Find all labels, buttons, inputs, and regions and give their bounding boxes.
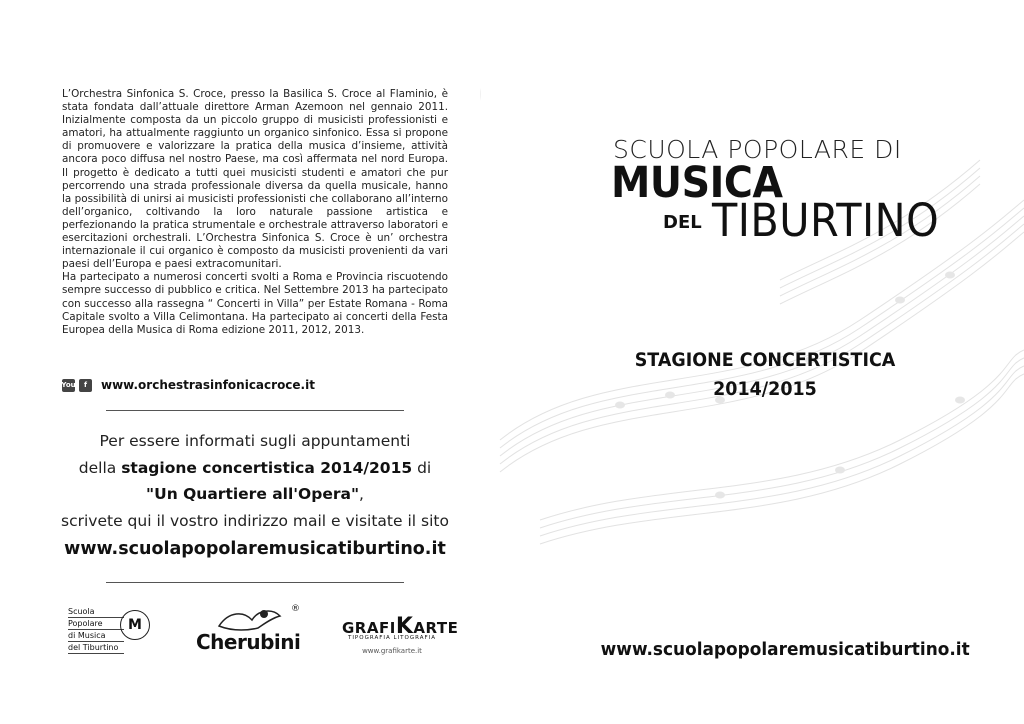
orchestra-description — [62, 88, 448, 337]
divider — [106, 582, 404, 583]
info-line-3: "Un Quartiere all'Opera", — [146, 485, 364, 503]
grafikarte-website[interactable]: www.grafikarte.it — [362, 647, 422, 655]
bio-paragraph: L’Orchestra Sinfonica S. Croce, presso la Basilica S. Croce al Flaminio, è stata fondata dall’attuale direttore Arman Azemoon nel gennaio 2011. Inizialmente composta da un piccolo gruppo di musicisti professionisti e amatori, ha attualmente raggiunto un organico sinfonico. Essa si propone di promuovere e valorizzare la pratica della musica d’insieme, attività ancora poco diffusa nel nostro Paese, ma così affermata nel nord Europa. Il progetto è dedicato a tutti quei musicisti studenti e amatori che pur percorrendo una strada professionale diversa da quella musicale, hanno la possibilità di unirsi ai musicisti professionisti che collaborano all’interno dell’organico, coltivando la loro naturale passione artistica e perfezionando la pratica strumentale e orchestrale attraverso laboratori e esercitazioni orchestrali. L’Orchestra Sinfonica S. Croce è un’ orchestra internazionale il cui organico è composto da musicisti provenienti da vari paesi dell’Europa e paesi extracomunitari. — [62, 88, 448, 271]
brand-musica: MUSICA — [611, 158, 783, 208]
orchestra-website-link[interactable]: www.orchestrasinfonicacroce.it — [101, 378, 315, 392]
footer-website-link[interactable]: www.scuolapopolaremusicatiburtino.it — [600, 639, 970, 660]
brand-del: DEL — [663, 212, 702, 233]
sponsor-logos — [60, 604, 460, 664]
info-line-4: scrivete qui il vostro indirizzo mail e visitate il sito — [61, 511, 449, 530]
divider — [106, 410, 404, 411]
scuola-logo-mark: M — [120, 610, 150, 640]
cherub-icon — [214, 606, 284, 632]
scuola-logo: Scuola Popolare di Musica del Tiburtino M — [68, 606, 150, 650]
info-line-1: Per essere informati sugli appuntamenti — [99, 432, 411, 450]
brand-line-1: SCUOLA POPOLARE DI — [613, 135, 902, 164]
grafikarte-logo: GRAFIKARTE TIPOGRAFIA LITOGRAFIA www.grafikarte.it — [342, 614, 459, 655]
facebook-icon[interactable]: f — [79, 379, 92, 392]
youtube-icon[interactable]: You — [62, 379, 75, 392]
season-title: STAGIONE CONCERTISTICA 2014/2015 — [634, 349, 896, 400]
social-links — [62, 378, 315, 392]
cherubini-logo: ® Cherubini — [196, 604, 301, 654]
newsletter-info — [40, 428, 470, 564]
brand-tiburtino: TIBURTINO — [712, 194, 940, 247]
info-line-2: della stagione concertistica 2014/2015 di — [78, 458, 432, 477]
bio-paragraph: Ha partecipato a numerosi concerti svolti a Roma e Provincia riscuotendo sempre successo di pubblico e critica. Nel Settembre 2013 ha partecipato con successo alla rassegna “ Concerti in Villa” per Estate Romana - Roma Capitale svolto a Villa Celimontana. Ha partecipato ai concerti della Festa Europea della Musica di Roma edizione 2011, 2012, 2013. — [62, 271, 448, 336]
school-website-link[interactable]: www.scuolapopolaremusicatiburtino.it — [64, 539, 446, 559]
